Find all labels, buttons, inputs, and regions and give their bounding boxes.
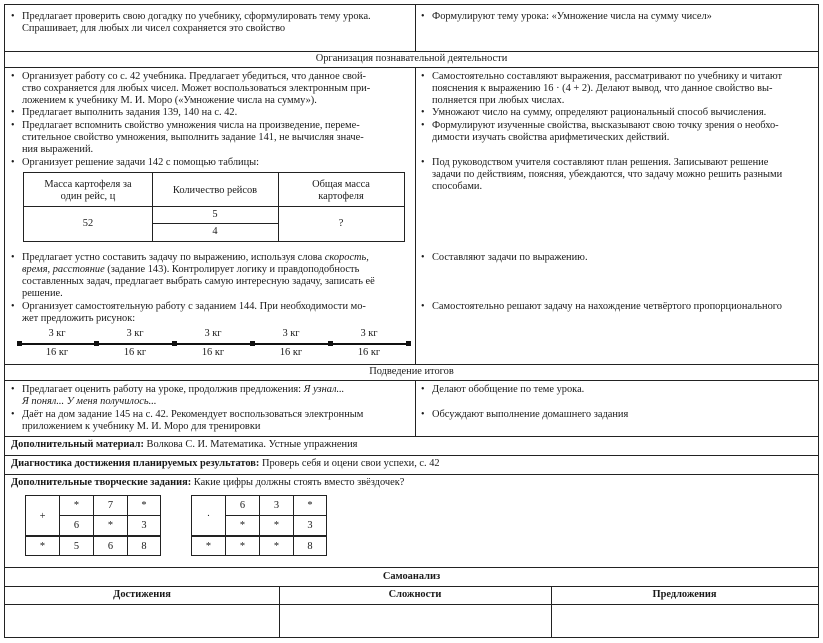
bullet: • [421,409,425,420]
table-header-mass-l2: один рейс, ц [60,191,116,202]
divider [5,586,818,587]
bullet: • [11,71,15,82]
puzzle-cell: 6 [59,515,94,536]
divider [5,455,818,456]
divider [5,567,818,568]
extra-diagnostics [11,458,811,470]
table-header-total-l2: картофеля [318,191,364,202]
puzzle-cell: 7 [93,495,128,516]
puzzle-cell: * [259,535,294,556]
org-left-b3-l3: ния выражений. [22,144,94,155]
segment-bottom-label: 16 кг [201,347,225,358]
org-right-b3-l2: димости изучать свойства арифметических действий. [432,132,670,143]
org-left-b3-l2: стительное свойство умножения, выполнить задание 141, не вычисляя значе- [22,132,364,143]
org-right-b1-l2: пояснения к выражению 16 · (4 + 2). Делают вывод, что данное свойство вы- [432,83,773,94]
org-left-b5-l1 [22,252,414,264]
puzzle-cell: 3 [259,495,294,516]
divider [5,436,818,437]
org-left-b6-l2: жет предложить рисунок: [22,313,136,324]
org-right-b2: Умножают число на сумму, определяют рациональный способ вычисления. [432,107,767,118]
puzzle-cell: * [25,535,60,556]
org-right-b5: Составляют задачи по выражению. [432,252,588,263]
puzzle-cell: 3 [293,515,327,536]
divider [5,364,818,365]
table-header-total-l1: Общая масса [312,179,370,190]
org-left-b5-l4: решение. [22,288,63,299]
segment-bottom-label: 16 кг [123,347,147,358]
sum-right-b1: Делают обобщение по теме урока. [432,384,585,395]
org-left-b1-l2: ство сохраняется для любых чисел. Может воспользоваться электронным при- [22,83,371,94]
sum-left-b1-l2: Я понял... У меня получилось... [22,396,157,407]
segment-bottom-label: 16 кг [45,347,69,358]
segment-top-label: 3 кг [282,328,300,339]
puzzle-cell: * [93,515,128,536]
text-span: (задание 143). Контролирует логику и правдоподобность [104,264,360,275]
text-span: Предлагает оценить работу на уроке, продолжив предложения: [22,384,304,395]
org-right-b4-l1: Под руководством учителя составляют план решения. Записывают решение [432,157,769,168]
sum-left-b2-l2: приложением к учебнику М. И. Моро для тренировки [22,421,261,432]
divider [152,223,278,224]
bullet: • [421,107,425,118]
segment-point [250,341,255,346]
sum-left-b1-l1 [22,384,414,396]
divider [24,206,404,207]
puzzle-addition [25,495,161,555]
material-text: Волкова С. И. Математика. Устные упражнения [143,439,358,450]
sum-right-b2: Обсуждают выполнение домашнего задания [432,409,629,420]
puzzle-cell: * [59,495,94,516]
puzzle-op-cell [191,495,226,536]
table-header-trips: Количество рейсов [172,185,258,196]
puzzle-cell: 6 [225,495,260,516]
italic-span: Я узнал... [303,384,345,395]
segment-point [406,341,411,346]
segment-top-label: 3 кг [48,328,66,339]
segment-point [172,341,177,346]
segment-point [94,341,99,346]
bullet: • [11,120,15,131]
org-right-b3-l1: Формулируют изученные свойства, высказывают свою точку зрения о необхо- [432,120,779,131]
divider [5,474,818,475]
material-label: Дополнительный материал: [11,439,144,450]
puzzle-cell: 6 [93,535,128,556]
org-left-b1-l3: ложением к учебнику М. И. Моро («Умножение числа на сумму»). [22,95,317,106]
bullet: • [11,384,15,395]
segment-top-label: 3 кг [360,328,378,339]
extra-creative [11,477,811,489]
puzzle-cell: 8 [293,535,327,556]
segment-point [328,341,333,346]
segment-bottom-label: 16 кг [279,347,303,358]
puzzle-multiplication [191,495,327,555]
table-cell-mass: 52 [82,218,94,229]
selfanalysis-col-difficulties: Сложности [388,589,442,600]
creative-label: Дополнительные творческие задания: [11,477,192,488]
segment-line [19,343,409,345]
italic-span: время, расстояние [22,264,105,275]
divider [415,380,416,436]
puzzle-cell: * [293,495,327,516]
table-cell-total: ? [338,218,344,229]
segment-top-label: 3 кг [126,328,144,339]
bullet: • [421,384,425,395]
org-right-b4-l3: способами. [432,181,483,192]
bullet: • [421,11,425,22]
table-cell-trips-b: 4 [212,226,218,237]
bullet: • [421,120,425,131]
bullet: • [11,157,15,168]
segment-diagram [17,327,413,361]
bullet: • [421,157,425,168]
org-right-b4-l2: задачи по действиям, поясняя, убеждаются, что задачу можно решить разными [432,169,783,180]
divider [415,67,416,364]
diagnostics-label: Диагностика достижения планируемых результатов: [11,458,260,469]
org-left-b5-l3: составленных задач, предлагает выбрать самую интересную задачу, записать её [22,276,375,287]
org-left-b2: Предлагает выполнить задания 139, 140 на с. 42. [22,107,238,118]
org-right-b6: Самостоятельно решают задачу на нахождение четвёртого пропорционального [432,301,782,312]
section-title-summary: Подведение итогов [369,366,454,377]
divider [415,5,416,51]
org-left-b3-l1: Предлагает вспомнить свойство умножения числа на произведение, переме- [22,120,360,131]
diagnostics-text: Проверь себя и оцени свои успехи, с. 42 [259,458,440,469]
divider [5,604,818,605]
section-title-organization: Организация познавательной деятельности [315,53,508,64]
divider [5,380,818,381]
italic-span: скорость, [324,252,369,263]
bullet: • [11,301,15,312]
bullet: • [11,252,15,263]
org-right-b1-l3: полняется при любых числах. [432,95,565,106]
bullet: • [421,71,425,82]
org-left-b6-l1: Организует самостоятельную работу с заданием 144. При необходимости мо- [22,301,366,312]
multiply-sign: · [206,510,211,522]
puzzle-cell: * [225,515,260,536]
table-cell-trips-a: 5 [212,209,218,220]
selfanalysis-col-achievements: Достижения [113,589,171,600]
bullet: • [11,11,15,22]
row1-right-text: Формулируют тему урока: «Умножение числа на сумму чисел» [432,11,712,22]
org-left-b1-l1: Организует работу со с. 42 учебника. Предлагает убедиться, что данное свой- [22,71,366,82]
org-left-b5-l2 [22,264,414,276]
org-right-b1-l1: Самостоятельно составляют выражения, рассматривают по учебнику и читают [432,71,783,82]
segment-top-label: 3 кг [204,328,222,339]
puzzle-cell: 5 [59,535,94,556]
lesson-plan-page [4,4,819,638]
org-left-b4: Организует решение задачи 142 с помощью таблицы: [22,157,260,168]
table-header-mass-l1: Масса картофеля за [44,179,132,190]
bullet: • [421,301,425,312]
plus-sign: + [39,510,46,522]
puzzle-cell: 3 [127,515,161,536]
sum-left-b2-l1: Даёт на дом задание 145 на с. 42. Рекомендует воспользоваться электронным [22,409,364,420]
divider [5,51,818,52]
puzzle-cell: * [259,515,294,536]
bullet: • [421,252,425,263]
extra-material [11,439,811,451]
creative-text: Какие цифры должны стоять вместо звёздочек? [191,477,405,488]
segment-bottom-label: 16 кг [357,347,381,358]
selfanalysis-title: Самоанализ [382,571,441,582]
segment-point [17,341,22,346]
text-span: Предлагает устно составить задачу по выражению, используя слова [22,252,325,263]
puzzle-cell: * [225,535,260,556]
puzzle-cell: * [127,495,161,516]
selfanalysis-col-suggestions: Предложения [652,589,717,600]
task-table [23,172,405,242]
puzzle-cell: * [191,535,226,556]
puzzle-cell: 8 [127,535,161,556]
bullet: • [11,409,15,420]
divider [5,67,818,68]
row1-left-text: Предлагает проверить свою догадку по учебнику, сформулировать тему урока. Спрашивает, для любых ли чисел сохраняется это свойство [22,11,371,35]
bullet: • [11,107,15,118]
puzzle-op-cell [25,495,60,536]
